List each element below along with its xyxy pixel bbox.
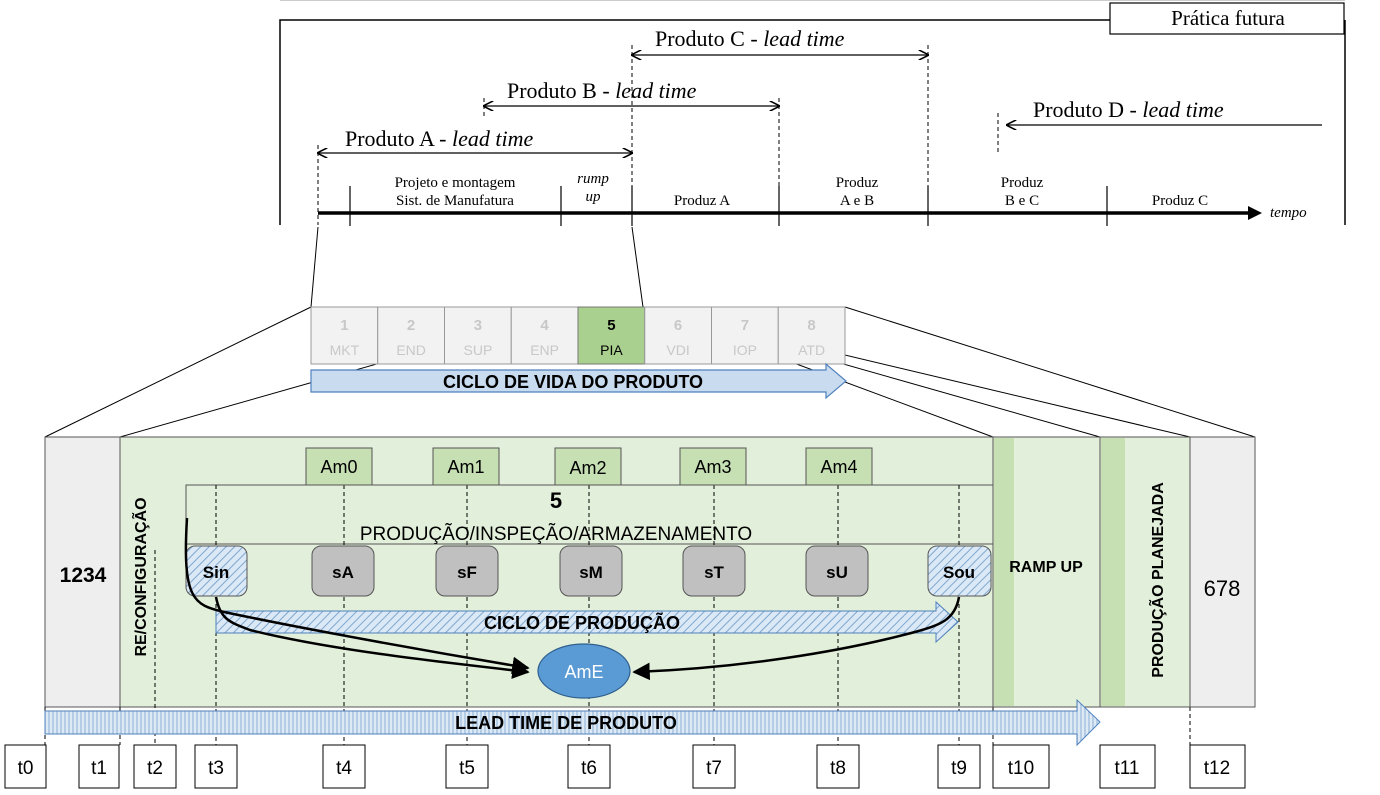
phase-produz-c: Produz C: [1151, 193, 1209, 209]
timeline-label: t4: [336, 758, 352, 779]
lifecycle-step-number: 8: [807, 317, 816, 334]
timeline-label: t6: [581, 758, 597, 779]
lifecycle-step-code: PIA: [600, 342, 623, 358]
phase-produz-ab-line2: A e B: [839, 193, 875, 209]
planned-production-label: PRODUÇÃO PLANEJADA: [1150, 482, 1167, 678]
right-stage-label: 678: [1203, 576, 1241, 601]
lifecycle-step-7: [712, 307, 779, 364]
subprocess-label: Sin: [202, 563, 230, 582]
am-box-label: Am1: [447, 457, 485, 477]
lifecycle-step-number: 5: [607, 317, 616, 334]
timeline-label: t12: [1203, 758, 1231, 779]
lifecycle-step-code: ENP: [530, 342, 559, 358]
svg-text:Produto B - lead time: [507, 78, 697, 103]
product-c-label: Produto C -: [655, 26, 764, 51]
timeline-label: t8: [830, 758, 846, 779]
lifecycle-step-3: [445, 307, 512, 364]
subprocess-label: sM: [579, 563, 603, 582]
planned-production-strip: [1101, 438, 1125, 706]
ame-label: AmE: [564, 662, 604, 682]
timeline-label: t0: [17, 758, 34, 779]
reconfiguration-label: RE/CONFIGURAÇÃO: [133, 497, 150, 657]
zoom-line: [311, 227, 318, 307]
lifecycle-step-2: [378, 307, 445, 364]
phase-ramp-line1: rump: [577, 171, 609, 187]
timeline-label: t7: [706, 758, 722, 779]
subprocess-label: Sou: [942, 563, 976, 582]
am-box-label: Am4: [820, 457, 858, 477]
product-d-leadtime-label: lead time: [1142, 97, 1224, 122]
lifecycle-step-code: END: [396, 342, 426, 358]
time-axis-arrowhead: [1248, 206, 1262, 220]
timeline-label: t1: [91, 758, 107, 779]
svg-text:Produto D - lead time: [1033, 97, 1224, 122]
production-cycle-label: CICLO DE PRODUÇÃO: [483, 613, 681, 633]
stage-title: PRODUÇÃO/INSPEÇÃO/ARMAZENAMENTO: [359, 524, 753, 545]
timeline-label: t5: [459, 758, 475, 779]
timeline-label: t3: [208, 758, 224, 779]
left-stage-label: 1234: [59, 564, 107, 587]
lifecycle-step-number: 2: [406, 317, 416, 334]
am-box-label: Am2: [569, 458, 607, 478]
timeline-label: t2: [147, 758, 163, 779]
product-d-leadtime: [998, 97, 1322, 155]
timeline-label: t11: [1114, 758, 1140, 779]
phase-ramp-line2: up: [585, 189, 601, 205]
zoom-line: [845, 307, 1255, 437]
lifecycle-step-code: MKT: [329, 342, 360, 358]
lifecycle-step-number: 1: [340, 317, 349, 334]
lifecycle-step-number: 6: [673, 317, 683, 334]
main-panel: [45, 437, 1255, 745]
product-c-leadtime-label: lead time: [763, 26, 845, 51]
timeline-label: t9: [951, 758, 967, 779]
right-stage-box: [1190, 437, 1255, 707]
phase-row: [395, 171, 1209, 209]
zoom-line: [45, 307, 311, 437]
lifecycle-step-8: [778, 307, 845, 364]
phase-design-line1: Projeto e montagem: [394, 175, 516, 191]
phase-produz-ab-line1: Produz: [835, 175, 879, 191]
product-b-label: Produto B -: [507, 78, 616, 103]
subprocess-label: sU: [826, 563, 848, 582]
lifecycle-strip: [311, 307, 846, 398]
lifecycle-step-code: IOP: [732, 342, 757, 358]
lifecycle-step-code: ATD: [798, 342, 826, 358]
timeline-label: t10: [1007, 758, 1035, 779]
svg-text:Produto C - lead time: [655, 26, 845, 51]
future-practice-panel: [280, 0, 1345, 226]
lifecycle-step-code: SUP: [463, 342, 493, 358]
timeline: [5, 745, 1245, 788]
phase-design-line2: Sist. de Manufatura: [396, 193, 514, 209]
product-a-leadtime-label: lead time: [451, 126, 534, 151]
lifecycle-step-code: VDI: [666, 342, 690, 358]
lifecycle-step-number: 7: [740, 317, 750, 334]
lifecycle-step-number: 4: [540, 317, 549, 334]
stage-number: 5: [549, 488, 563, 513]
lifecycle-step-number: 3: [473, 317, 483, 334]
practice-label: Prática futura: [1171, 6, 1285, 30]
lifecycle-step-1: [311, 307, 378, 364]
product-a-label: Produto A -: [345, 126, 452, 151]
am-box-label: Am3: [694, 457, 732, 477]
product-b-leadtime-label: lead time: [615, 78, 697, 103]
subprocess-label: sF: [457, 563, 477, 582]
subprocess-label: sA: [332, 563, 354, 582]
phase-produz-a: Produz A: [673, 193, 731, 209]
product-d-label: Produto D -: [1033, 97, 1143, 122]
zoom-line: [632, 227, 643, 307]
ramp-up-label: RAMP UP: [1009, 559, 1083, 576]
subprocess-label: sT: [704, 563, 724, 582]
lead-time-label: LEAD TIME DE PRODUTO: [455, 713, 677, 733]
phase-produz-bc-line1: Produz: [1000, 175, 1044, 191]
lifecycle-step-5: [578, 307, 645, 364]
lifecycle-step-4: [511, 307, 578, 364]
lifecycle-arrow-label: CICLO DE VIDA DO PRODUTO: [442, 372, 704, 392]
am-box-label: Am0: [320, 457, 358, 477]
svg-text:Produto A - lead time: [345, 126, 533, 151]
time-axis-label: tempo: [1270, 205, 1307, 221]
phase-produz-bc-line2: B e C: [1004, 193, 1040, 209]
lifecycle-step-6: [645, 307, 712, 364]
